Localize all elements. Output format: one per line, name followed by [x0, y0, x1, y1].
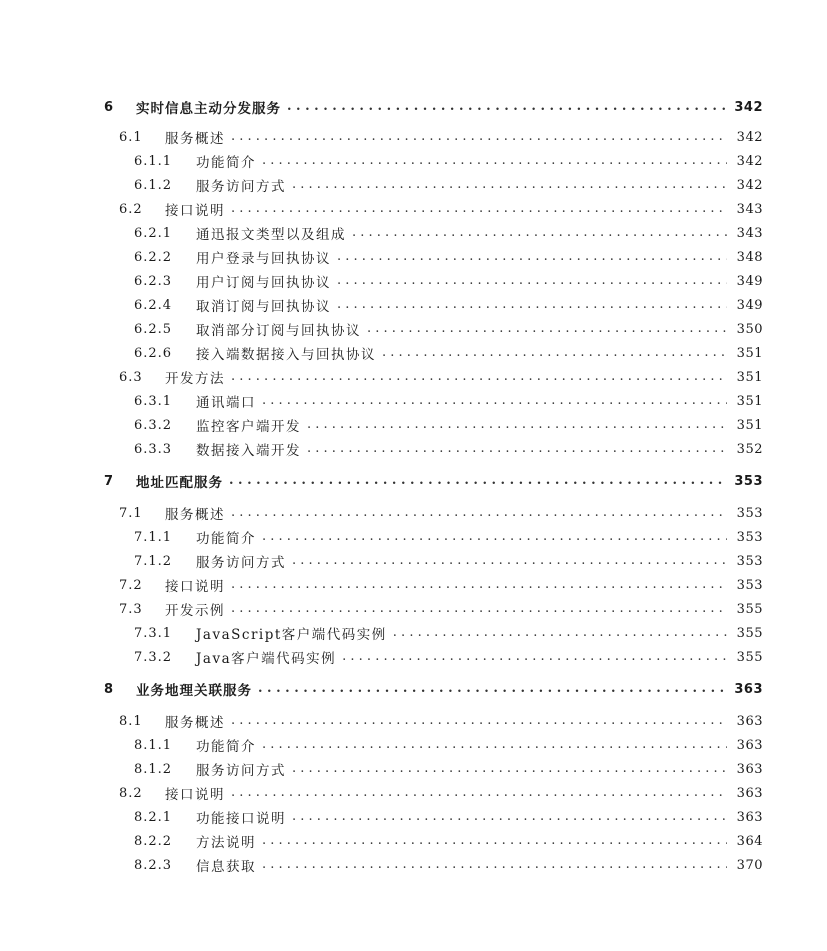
- toc-entry-title: 取消订阅与回执协议: [196, 299, 331, 315]
- toc-entry-number: 6.1: [119, 129, 143, 145]
- toc-entry[interactable]: [134, 646, 763, 668]
- toc-entry-number: 7.3.2: [134, 649, 173, 665]
- toc-entry-number: 8.2.2: [134, 833, 173, 849]
- toc-entry-number: 6.2.1: [134, 225, 173, 241]
- toc-entry-title: 接口说明: [165, 579, 225, 595]
- toc-entry-page: 364: [736, 833, 763, 849]
- toc-entry-number: 8.1.1: [134, 737, 173, 753]
- toc-entry-page: 349: [736, 297, 763, 313]
- toc-dot-leader: [229, 473, 727, 489]
- toc-entry-title: 用户订阅与回执协议: [196, 275, 331, 291]
- toc-entry[interactable]: [134, 414, 763, 436]
- toc-entry-title: 服务概述: [165, 715, 225, 731]
- toc-entry[interactable]: [119, 574, 763, 596]
- toc-entry-page: 342: [734, 99, 763, 115]
- toc-entry-number: 7.3.1: [134, 625, 173, 641]
- toc-dot-leader: [231, 785, 727, 801]
- toc-entry-number: 8.2: [119, 785, 143, 801]
- toc-entry[interactable]: [134, 806, 763, 828]
- toc-entry-title: 服务概述: [165, 131, 225, 147]
- toc-entry[interactable]: [104, 470, 763, 492]
- toc-entry-title: 取消部分订阅与回执协议: [196, 323, 361, 339]
- toc-entry[interactable]: [134, 150, 763, 172]
- toc-entry-page: 353: [736, 553, 763, 569]
- toc-dot-leader: [337, 297, 727, 313]
- toc-entry-title: 功能接口说明: [196, 811, 286, 827]
- toc-entry-page: 343: [736, 201, 763, 217]
- toc-entry[interactable]: [119, 502, 763, 524]
- toc-entry-title: 监控客户端开发: [196, 419, 301, 435]
- toc-entry-page: 351: [736, 393, 763, 409]
- toc-entry-title: 开发示例: [165, 603, 225, 619]
- toc-dot-leader: [231, 369, 727, 385]
- toc-entry-number: 8.1.2: [134, 761, 173, 777]
- toc-dot-leader: [393, 625, 727, 641]
- toc-entry-number: 7.1.2: [134, 553, 173, 569]
- toc-dot-leader: [262, 393, 727, 409]
- toc-entry-title: 实时信息主动分发服务: [136, 101, 281, 117]
- toc-entry-page: 353: [736, 577, 763, 593]
- toc-dot-leader: [287, 99, 727, 115]
- toc-dot-leader: [337, 249, 727, 265]
- toc-entry[interactable]: [119, 710, 763, 732]
- toc-entry-page: 355: [736, 649, 763, 665]
- toc-entry[interactable]: [119, 782, 763, 804]
- toc-entry[interactable]: [104, 96, 763, 118]
- toc-entry-page: 363: [736, 785, 763, 801]
- toc-entry-page: 363: [736, 737, 763, 753]
- toc-entry[interactable]: [134, 174, 763, 196]
- toc-entry-number: 6.3.3: [134, 441, 173, 457]
- toc-entry[interactable]: [134, 342, 763, 364]
- toc-entry-title: 服务概述: [165, 507, 225, 523]
- toc-entry[interactable]: [134, 526, 763, 548]
- toc-entry-title: 数据接入端开发: [196, 443, 301, 459]
- toc-entry-page: 342: [736, 177, 763, 193]
- toc-dot-leader: [307, 441, 727, 457]
- toc-entry[interactable]: [134, 246, 763, 268]
- toc-dot-leader: [231, 601, 727, 617]
- toc-entry-title: 地址匹配服务: [136, 475, 223, 491]
- toc-dot-leader: [367, 321, 727, 337]
- toc-entry-number: 6.1.2: [134, 177, 173, 193]
- toc-entry-number: 7: [104, 473, 115, 489]
- toc-entry-page: 352: [736, 441, 763, 457]
- toc-entry[interactable]: [134, 758, 763, 780]
- toc-entry-number: 7.1.1: [134, 529, 173, 545]
- toc-entry[interactable]: [134, 438, 763, 460]
- toc-entry[interactable]: [134, 854, 763, 876]
- toc-entry-title: 服务访问方式: [196, 179, 286, 195]
- toc-entry[interactable]: [119, 198, 763, 220]
- toc-entry-number: 6.2.4: [134, 297, 173, 313]
- toc-entry[interactable]: [119, 598, 763, 620]
- toc-dot-leader: [231, 129, 727, 145]
- toc-entry-title: 用户登录与回执协议: [196, 251, 331, 267]
- toc-entry-title: 业务地理关联服务: [136, 683, 252, 699]
- toc-dot-leader: [292, 553, 727, 569]
- toc-entry-page: 363: [734, 681, 763, 697]
- toc-dot-leader: [307, 417, 727, 433]
- toc-entry-number: 8.2.3: [134, 857, 173, 873]
- toc-entry[interactable]: [119, 366, 763, 388]
- toc-entry-title: 服务访问方式: [196, 763, 286, 779]
- toc-entry[interactable]: [134, 830, 763, 852]
- toc-dot-leader: [262, 833, 727, 849]
- toc-entry-number: 8.2.1: [134, 809, 173, 825]
- toc-entry-page: 343: [736, 225, 763, 241]
- toc-entry-number: 6.3.1: [134, 393, 173, 409]
- toc-entry-page: 349: [736, 273, 763, 289]
- toc-entry[interactable]: [134, 222, 763, 244]
- toc-dot-leader: [262, 153, 727, 169]
- toc-entry-number: 7.3: [119, 601, 143, 617]
- toc-dot-leader: [258, 681, 727, 697]
- toc-entry-number: 6.2.5: [134, 321, 173, 337]
- toc-entry-title: 接口说明: [165, 787, 225, 803]
- toc-entry-number: 7.2: [119, 577, 143, 593]
- toc-entry-number: 6.3: [119, 369, 143, 385]
- toc-entry-number: 6: [104, 99, 115, 115]
- toc-entry-page: 351: [736, 417, 763, 433]
- toc-entry-page: 363: [736, 761, 763, 777]
- toc-entry-number: 7.1: [119, 505, 143, 521]
- toc-entry-number: 6.3.2: [134, 417, 173, 433]
- toc-entry-page: 351: [736, 369, 763, 385]
- toc-entry-page: 355: [736, 625, 763, 641]
- toc-entry[interactable]: [119, 126, 763, 148]
- toc-entry-number: 6.2: [119, 201, 143, 217]
- toc-entry-title: 功能简介: [196, 739, 256, 755]
- toc-dot-leader: [262, 737, 727, 753]
- toc-entry-title: 信息获取: [196, 859, 256, 875]
- toc-dot-leader: [292, 177, 727, 193]
- toc-entry-page: 353: [736, 505, 763, 521]
- toc-dot-leader: [231, 577, 727, 593]
- toc-entry-page: 350: [736, 321, 763, 337]
- toc-entry-page: 363: [736, 809, 763, 825]
- toc-entry-page: 342: [736, 153, 763, 169]
- toc-entry-page: 355: [736, 601, 763, 617]
- toc-dot-leader: [382, 345, 727, 361]
- toc-entry[interactable]: [134, 550, 763, 572]
- toc-entry-page: 348: [736, 249, 763, 265]
- toc-entry-page: 363: [736, 713, 763, 729]
- toc-entry-title: 通讯端口: [196, 395, 256, 411]
- toc-dot-leader: [262, 857, 727, 873]
- toc-entry-title: Java客户端代码实例: [196, 651, 337, 667]
- toc-entry-title: 方法说明: [196, 835, 256, 851]
- toc-entry-number: 6.1.1: [134, 153, 173, 169]
- toc-entry-title: 开发方法: [165, 371, 225, 387]
- toc-entry-page: 342: [736, 129, 763, 145]
- toc-entry[interactable]: [134, 294, 763, 316]
- toc-entry-number: 6.2.3: [134, 273, 173, 289]
- toc-entry-number: 8: [104, 681, 115, 697]
- toc-entry[interactable]: [134, 734, 763, 756]
- toc-dot-leader: [352, 225, 727, 241]
- toc-entry-number: 6.2.2: [134, 249, 173, 265]
- toc-entry-title: 服务访问方式: [196, 555, 286, 571]
- toc-entry[interactable]: [134, 390, 763, 412]
- toc-entry-page: 353: [734, 473, 763, 489]
- toc-entry[interactable]: [134, 270, 763, 292]
- toc-entry-title: JavaScript客户端代码实例: [196, 627, 387, 643]
- toc-dot-leader: [342, 649, 727, 665]
- toc-entry-title: 通迅报文类型以及组成: [196, 227, 346, 243]
- toc-entry-number: 8.1: [119, 713, 143, 729]
- toc-entry-title: 接口说明: [165, 203, 225, 219]
- toc-entry-title: 接入端数据接入与回执协议: [196, 347, 376, 363]
- toc-dot-leader: [292, 761, 727, 777]
- toc-dot-leader: [231, 505, 727, 521]
- toc-entry-page: 353: [736, 529, 763, 545]
- toc-dot-leader: [262, 529, 727, 545]
- toc-entry-number: 6.2.6: [134, 345, 173, 361]
- toc-entry-title: 功能简介: [196, 531, 256, 547]
- toc-dot-leader: [337, 273, 727, 289]
- toc-dot-leader: [231, 201, 727, 217]
- toc-dot-leader: [292, 809, 727, 825]
- toc-entry-page: 351: [736, 345, 763, 361]
- toc-entry[interactable]: [104, 678, 763, 700]
- toc-entry[interactable]: [134, 318, 763, 340]
- toc-entry[interactable]: [134, 622, 763, 644]
- toc-entry-title: 功能简介: [196, 155, 256, 171]
- toc-entry-page: 370: [736, 857, 763, 873]
- toc-dot-leader: [231, 713, 727, 729]
